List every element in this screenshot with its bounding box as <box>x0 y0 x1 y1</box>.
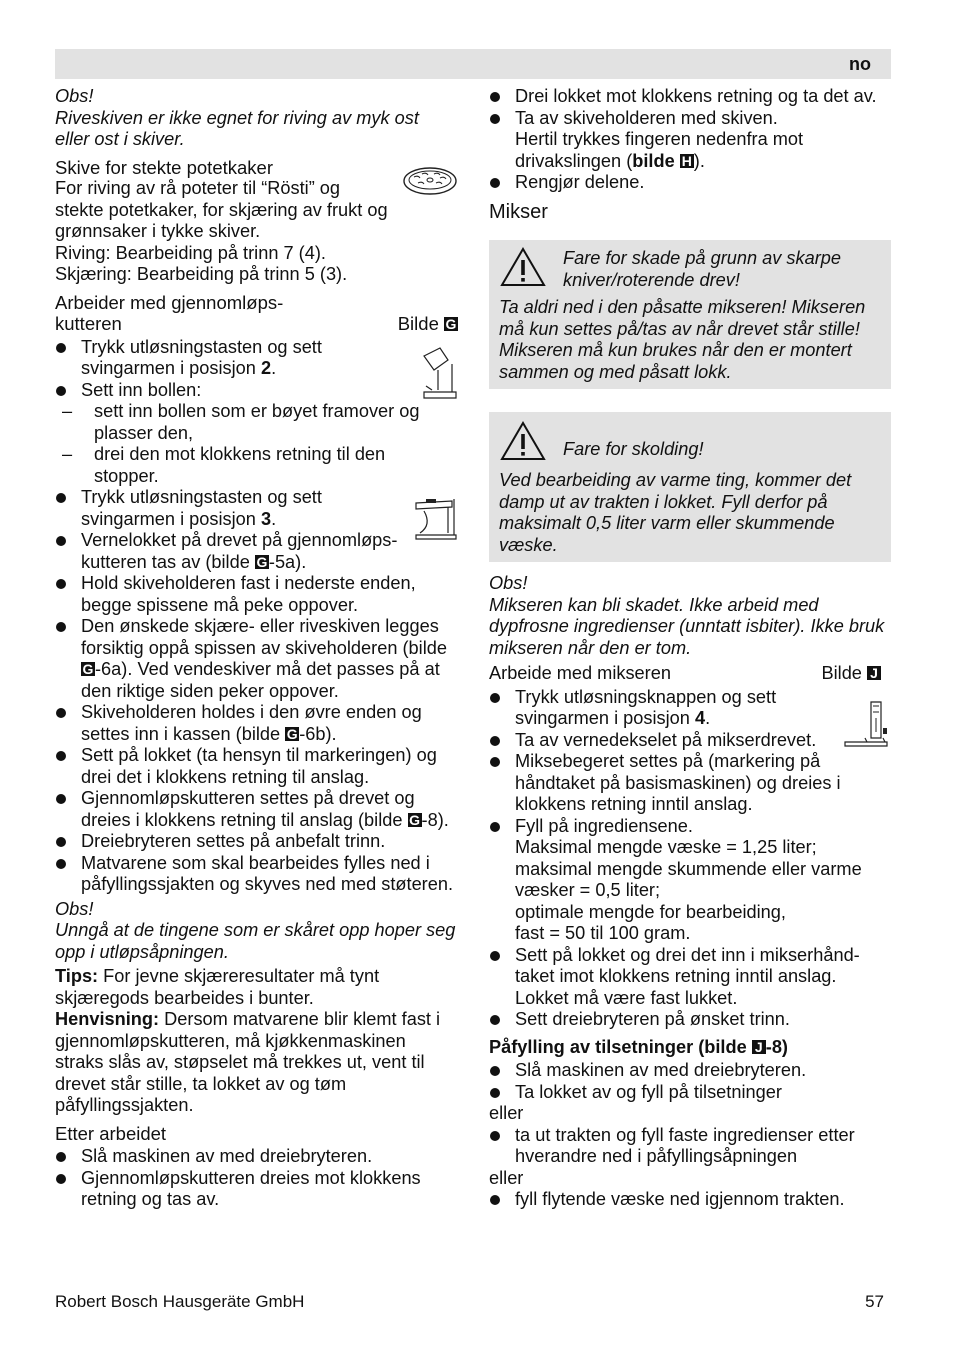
fyll-line: Fyll på ingrediensene. <box>515 815 693 836</box>
heading-line: kutteren <box>55 313 122 334</box>
item-text: Sett inn bollen: <box>81 379 202 400</box>
sub-item: – drei den mot klokkens retning til den stopper. <box>55 444 458 487</box>
list-item <box>55 702 458 745</box>
warning-title: Fare for skade på grunn av skarpe kniver/roterende drev! <box>563 248 842 290</box>
mixer-arm-position-3-icon <box>412 495 458 541</box>
list-item: fyll flytende væske ned igjennom trakten. <box>489 1189 891 1211</box>
fyll-line: optimale mengde for bearbeiding, <box>515 901 786 922</box>
list-item: Miksebegeret settes på (markering på håndtaket på basismaskinen) og dreies i klokkens retning inntil anslag. <box>489 751 891 816</box>
fyll-line: maksimal mengde skummende eller varme væsker = 0,5 liter; <box>515 858 862 900</box>
warning-box <box>489 240 891 389</box>
language-code: no <box>849 54 871 74</box>
figure-ref <box>821 663 881 685</box>
item-bold: bilde <box>632 150 675 171</box>
section-heading-etter: Etter arbeidet <box>55 1122 167 1144</box>
heading-text: Arbeide med mikseren <box>489 663 671 683</box>
eller-text: eller <box>489 1103 524 1123</box>
footer-company: Robert Bosch Hausgeräte GmbH <box>55 1292 305 1311</box>
instruction-list <box>55 487 458 896</box>
item-text: Ta av skiveholderen med skiven. <box>515 107 778 128</box>
skive-line: Skjæring: Bearbeiding på trinn 5 (3). <box>55 264 348 284</box>
grater-disc-icon <box>402 165 458 197</box>
figure-badge-j: J <box>867 666 881 680</box>
item-text: Trykk utløsningstasten og sett svingarmen i posisjon <box>81 487 322 529</box>
page-number: 57 <box>865 1292 884 1311</box>
obs-text: Riveskiven er ikke egnet for riving av myk ost eller ost i skiver. <box>55 107 419 149</box>
list-item: Slå maskinen av med dreiebryteren. <box>55 1146 458 1168</box>
obs-title: Obs! <box>55 898 94 919</box>
list-item: ta ut trakten og fyll faste ingredienser etter hverandre ned i påfyllingsåpningen <box>489 1125 891 1168</box>
item-text: -8). <box>421 809 449 830</box>
mixer-arm-position-2-icon <box>418 346 460 400</box>
henvisning-paragraph <box>55 1009 458 1117</box>
figure-badge-g: G <box>409 811 420 828</box>
item-text: Gjennomløpskutteren settes på drevet og dreies i klokkens retning til anslag (bilde <box>81 788 415 830</box>
heading-line: Arbeider med gjennomløps- <box>55 291 284 313</box>
item-text: . <box>271 508 277 529</box>
list-item: Slå maskinen av med dreiebryteren. <box>489 1060 891 1082</box>
figure-ref <box>398 313 458 335</box>
list-item <box>489 816 891 945</box>
item-text: Vernelokket på drevet på gjennomløps-kutteren tas av (bilde <box>81 530 398 572</box>
item-text: . <box>705 708 711 728</box>
figure-badge-g: G <box>445 316 457 332</box>
obs-title: Obs! <box>55 86 94 106</box>
list-item <box>55 616 458 702</box>
section-heading-skive: Skive for stekte potetkaker <box>55 156 273 178</box>
sub-list <box>55 401 458 487</box>
list-item: Ta lokket av og fyll på tilsetninger <box>489 1082 891 1104</box>
tips-label: Tips: <box>55 966 99 986</box>
list-item <box>489 108 891 173</box>
fyll-line: fast = 50 til 100 gram. <box>515 923 691 943</box>
item-text: -6b). <box>299 723 337 744</box>
section-heading-pafylling <box>489 1037 891 1059</box>
item-text: Skiveholderen holdes i den øvre enden og settes inn i kassen (bilde <box>81 702 422 744</box>
bilde-label: Bilde <box>821 663 862 683</box>
item-bold: 3 <box>260 508 272 529</box>
item-bold: 2 <box>260 358 272 378</box>
warning-header <box>499 246 881 291</box>
bilde-label: Bilde <box>397 313 439 334</box>
item-text: -5a). <box>268 551 307 572</box>
henvisning-label: Henvisning: <box>55 1009 160 1029</box>
obs-text: Mikseren kan bli skadet. Ikke arbeid med dypfrosne ingredienser (unntatt isbiter). Ikke bruk mikseren når den er tom. <box>489 594 885 658</box>
warning-text: Ta aldri ned i den påsatte mikseren! Mikseren må kun settes på/tas av når drevet står stille! Mikseren må kun brukes når den er montert sammen og med påsatt lokk. <box>499 297 866 382</box>
list-item: Ta av vernedekselet på mikserdrevet. <box>489 730 891 752</box>
obs-text: Unngå at de tingene som er skåret opp hoper seg opp i utløpsåpningen. <box>55 920 456 962</box>
arbeide-list <box>489 687 891 1031</box>
warning-triangle-icon <box>499 246 547 288</box>
pafylling-list <box>489 1189 891 1211</box>
heading-text: Påfylling av tilsetninger (bilde <box>489 1036 752 1057</box>
list-item <box>55 487 458 530</box>
eller-text: eller <box>489 1167 524 1188</box>
pafylling-list <box>489 1125 891 1168</box>
figure-badge-j: J <box>752 1040 766 1054</box>
heading-text: -8) <box>765 1036 788 1057</box>
obs-title: Obs! <box>489 573 528 593</box>
list-item: Sett på lokket (ta hensyn til markeringen) og drei det i klokkens retning til anslag. <box>55 745 458 788</box>
list-item <box>55 337 458 380</box>
list-item: Gjennomløpskutteren dreies mot klokkens retning og tas av. <box>55 1168 458 1211</box>
section-heading-mikser: Mikser <box>489 200 548 223</box>
mixer-blender-icon <box>843 698 889 748</box>
skive-line: grønnsaker i tykke skiver. <box>55 221 261 241</box>
sub-item: – sett inn bollen som er bøyet framover og plasser den, <box>55 401 458 444</box>
list-item: Dreiebryteren settes på anbefalt trinn. <box>55 831 458 853</box>
warning-box <box>489 412 891 562</box>
left-column <box>55 86 458 1211</box>
fyll-line: Maksimal mengde væske = 1,25 liter; <box>515 837 817 857</box>
warning-text: Ved bearbeiding av varme ting, kommer det damp ut av trakten i lokket. Fyll derfor på maksimalt 0,5 liter varm eller skummende væske. <box>499 470 852 555</box>
figure-badge-h: H <box>681 152 692 169</box>
list-item: Matvarene som skal bearbeides fylles ned i påfyllingssjakten og skyves ned med støteren. <box>55 853 458 896</box>
instruction-list <box>55 337 458 402</box>
list-item: Drei lokket mot klokkens retning og ta det av. <box>489 86 891 108</box>
list-item: Hold skiveholderen fast i nederste enden, begge spissene må peke oppover. <box>55 573 458 616</box>
item-text: Trykk utløsningsknappen og sett svingarmen i posisjon <box>515 686 777 728</box>
list-item: Rengjør delene. <box>489 172 891 194</box>
item-text: . <box>271 358 277 378</box>
list-item <box>55 788 458 831</box>
etter-list <box>55 1146 458 1211</box>
instruction-list <box>489 86 891 194</box>
item-bold: 4 <box>694 708 706 728</box>
item-text: ). <box>693 150 705 171</box>
warning-header <box>499 420 881 462</box>
header-bar <box>55 49 891 79</box>
skive-line: stekte potetkaker, for skjæring av frukt og <box>55 199 388 220</box>
list-item <box>55 530 458 573</box>
figure-badge-g: G <box>82 661 94 677</box>
pafylling-list <box>489 1060 891 1103</box>
item-text: -6a). Ved vendeskiver må det passes på at den riktige siden peker oppover. <box>81 659 440 701</box>
figure-badge-g: G <box>286 725 298 742</box>
warning-title: Fare for skolding! <box>563 439 704 459</box>
henvisning-text: Dersom matvarene blir klemt fast i gjennomløpskutteren, må kjøkkenmaskinen straks slås av, støpselet må trekkes ut, vent til drevet står stille, ta lokket av og tøm påfyllingssjakten. <box>55 1009 441 1115</box>
skive-line: Riving: Bearbeiding på trinn 7 (4). <box>55 242 326 263</box>
list-item: Sett dreiebryteren på ønsket trinn. <box>489 1009 891 1031</box>
tips-text: For jevne skjæreresultater må tynt skjæregods bearbeides i bunter. <box>55 966 380 1008</box>
item-text: Hertil trykkes fingeren nedenfra mot drivakslingen ( <box>515 129 804 171</box>
section-heading-arbeide <box>489 663 891 685</box>
list-item <box>489 687 891 730</box>
skive-line: For riving av rå poteter til “Rösti” og <box>55 178 341 198</box>
tips-paragraph <box>55 966 458 1009</box>
right-column <box>489 86 891 1211</box>
list-item <box>55 380 458 402</box>
section-heading-arbeider <box>55 292 458 335</box>
figure-badge-g: G <box>256 553 268 570</box>
item-text: Trykk utløsningstasten og sett svingarmen i posisjon <box>81 336 322 378</box>
warning-triangle-icon <box>499 420 547 462</box>
heading-row <box>55 313 458 335</box>
item-text: Den ønskede skjære- eller riveskiven legges forsiktig oppå spissen av skiveholderen (bilde <box>81 616 447 658</box>
list-item: Sett på lokket og drei det inn i mikserhånd-taket imot klokkens retning inntil anslag. Lokket må være fast lukket. <box>489 945 891 1010</box>
